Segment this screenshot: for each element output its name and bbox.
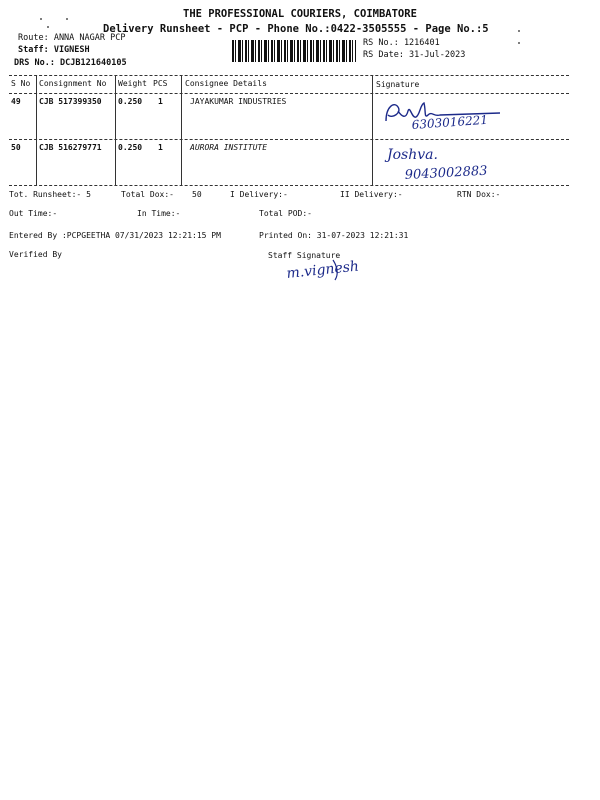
scan-speck — [66, 18, 68, 20]
drs-number: DRS No.: DCJB121640105 — [14, 58, 127, 68]
in-time: In Time:- — [137, 209, 181, 218]
row-sno: 50 — [11, 143, 21, 152]
handwritten-signature-icon — [380, 97, 530, 137]
scan-speck — [518, 30, 520, 32]
handwritten-signature-icon — [285, 256, 375, 290]
staff-signature — [285, 256, 375, 294]
scan-speck — [518, 42, 520, 44]
row-weight: 0.250 — [118, 97, 143, 106]
rs-number: RS No.: 1216401 — [363, 38, 440, 48]
signature-phone: 6303016221 — [411, 112, 489, 132]
column-header-pcs: PCS — [153, 79, 168, 88]
verified-by: Verified By — [9, 250, 62, 259]
total-dox-label: Total Dox:- — [121, 190, 174, 199]
signature-name: Joshva. — [387, 147, 438, 163]
column-divider — [115, 76, 116, 185]
staff-signature-text: m.vignesh — [285, 258, 360, 282]
column-divider — [372, 76, 373, 185]
barcode-icon — [232, 40, 356, 62]
row-consignment-no: CJB 517399350 — [39, 97, 102, 106]
table-top-rule — [9, 75, 569, 76]
column-header-signature: Signature — [376, 80, 420, 89]
row-pcs: 1 — [158, 97, 163, 106]
route-label: Route: ANNA NAGAR PCP — [18, 33, 126, 43]
row-signature — [385, 145, 525, 191]
column-header-consignment: Consignment No — [39, 79, 107, 88]
column-divider — [36, 76, 37, 185]
row-consignment-no: CJB 516279771 — [39, 143, 102, 152]
staff-signature-label: Staff Signature — [268, 251, 341, 260]
printed-on: Printed On: 31-07-2023 12:21:31 — [259, 231, 409, 240]
company-title: THE PROFESSIONAL COURIERS, COIMBATORE — [183, 8, 417, 20]
column-header-weight: Weight — [118, 79, 147, 88]
rs-date: RS Date: 31-Jul-2023 — [363, 50, 466, 60]
scan-speck — [40, 18, 42, 20]
total-pod: Total POD:- — [259, 209, 312, 218]
signature-phone: 9043002883 — [404, 163, 488, 183]
runsheet-subtitle: Delivery Runsheet - PCP - Phone No.:0422-3505555 - Page No.:5 — [103, 23, 489, 35]
total-dox-value: 50 — [192, 190, 202, 199]
i-delivery: I Delivery:- — [230, 190, 288, 199]
column-divider — [181, 76, 182, 185]
table-header-rule — [9, 93, 569, 94]
column-header-consignee: Consignee Details — [185, 79, 267, 88]
handwritten-signature-icon — [385, 145, 525, 187]
entered-by: Entered By :PCPGEETHA 07/31/2023 12:21:15 PM — [9, 231, 221, 240]
row-sno: 49 — [11, 97, 21, 106]
row-signature — [380, 97, 530, 141]
out-time: Out Time:- — [9, 209, 58, 218]
ii-delivery: II Delivery:- — [340, 190, 403, 199]
row-pcs: 1 — [158, 143, 163, 152]
staff-label: Staff: VIGNESH — [18, 45, 90, 55]
row-consignee: AURORA INSTITUTE — [190, 143, 268, 152]
row-weight: 0.250 — [118, 143, 143, 152]
scan-speck — [47, 26, 49, 28]
rtn-dox: RTN Dox:- — [457, 190, 501, 199]
row-consignee: JAYAKUMAR INDUSTRIES — [190, 97, 287, 106]
tot-runsheet: Tot. Runsheet:- 5 — [9, 190, 91, 199]
column-header-sno: S No — [11, 79, 31, 88]
